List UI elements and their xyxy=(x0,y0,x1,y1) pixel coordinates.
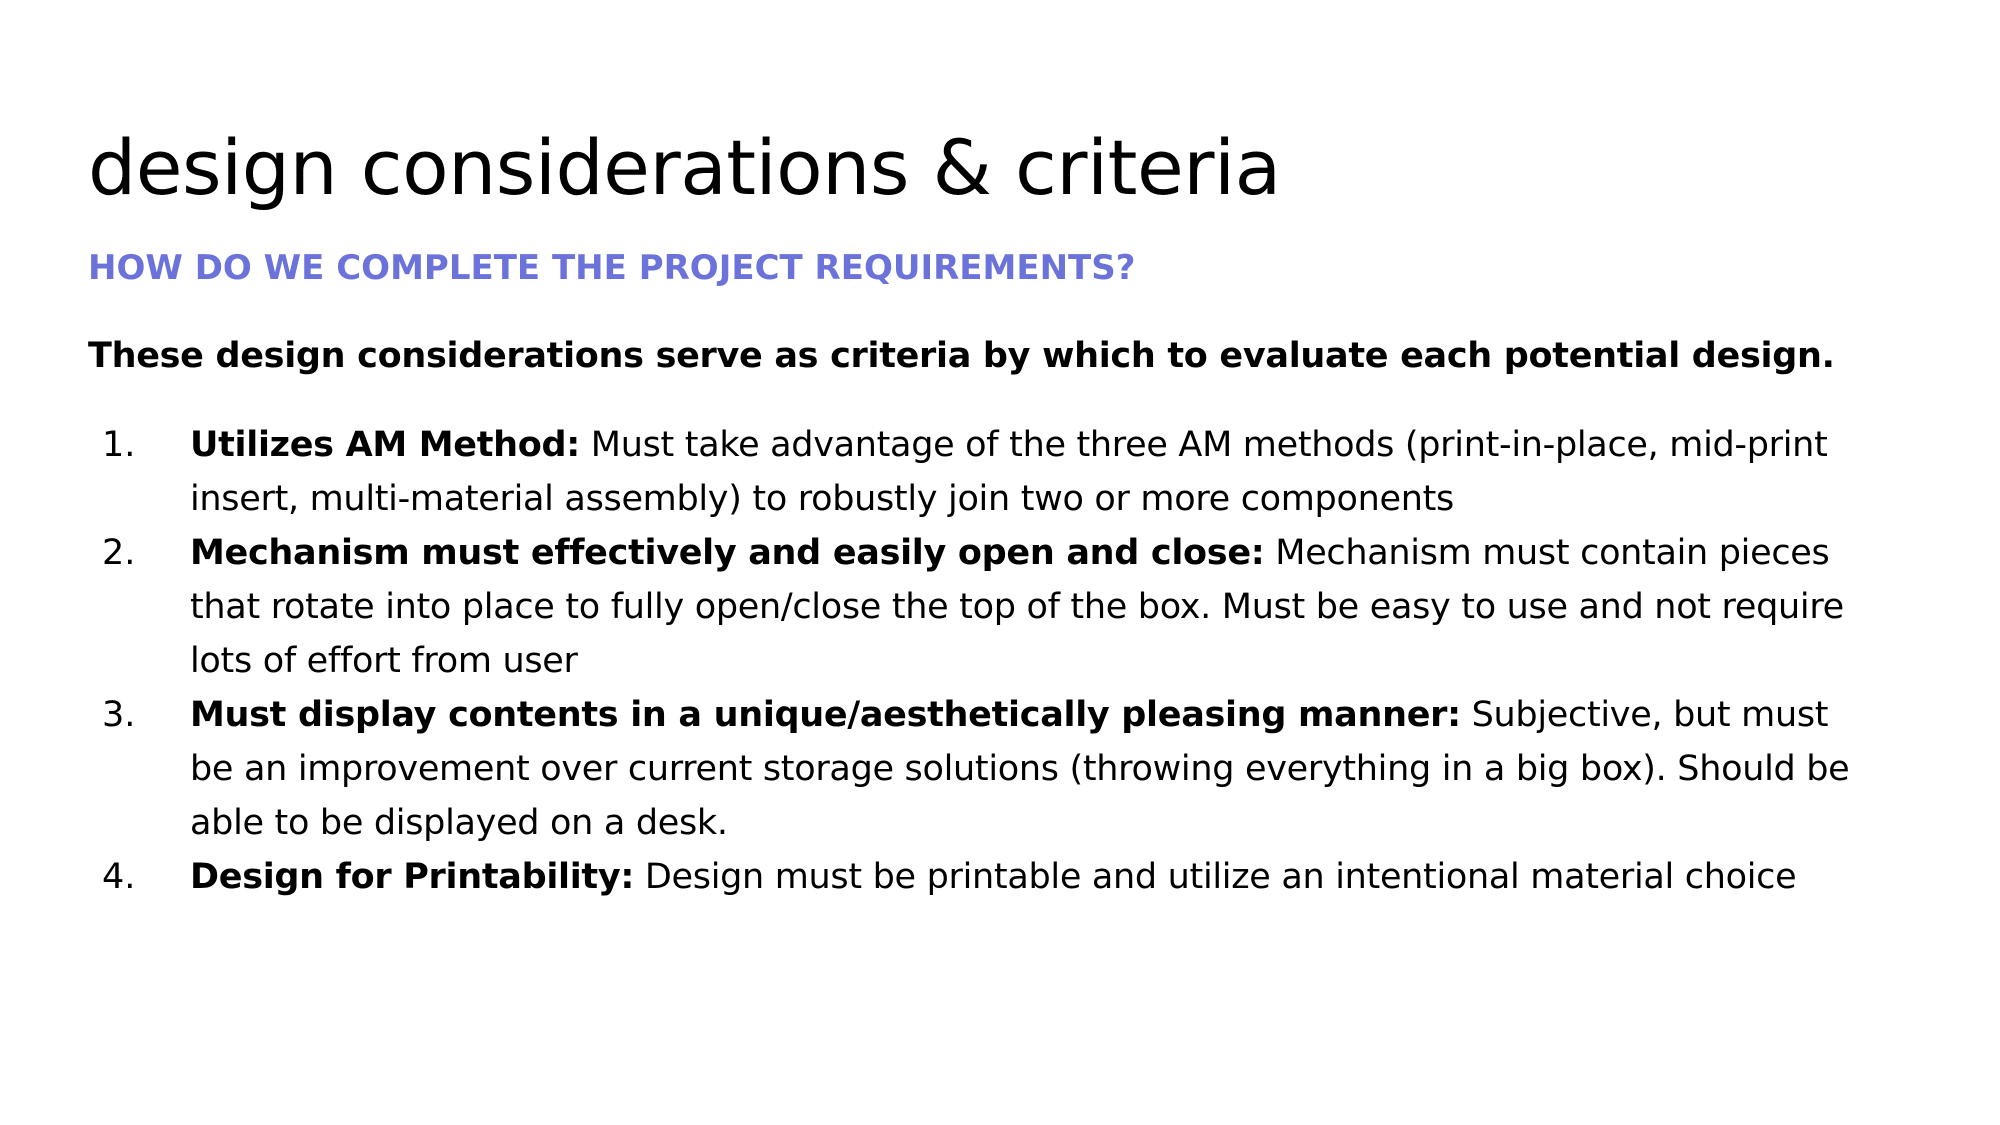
criteria-number: 1. xyxy=(102,425,136,465)
criteria-item xyxy=(88,850,1868,904)
slide-subtitle: HOW DO WE COMPLETE THE PROJECT REQUIREMENTS? xyxy=(88,248,1136,288)
criteria-label: Must display contents in a unique/aesthetically pleasing manner: xyxy=(190,695,1461,735)
slide-title: design considerations & criteria xyxy=(88,123,1281,212)
criteria-description: Subjective, but must be an improvement over current storage solutions (throwing everything in a big box). Should be able to be displayed on a desk. xyxy=(190,695,1850,843)
criteria-number: 4. xyxy=(102,857,136,897)
criteria-description: Mechanism must contain pieces that rotate into place to fully open/close the top of the box. Must be easy to use and not require lots of effort from user xyxy=(190,533,1844,681)
criteria-label: Utilizes AM Method: xyxy=(190,425,580,465)
criteria-description: Design must be printable and utilize an intentional material choice xyxy=(634,857,1797,897)
criteria-label: Design for Printability: xyxy=(190,857,635,897)
criteria-item xyxy=(88,688,1868,850)
criteria-item xyxy=(88,418,1868,526)
criteria-number: 2. xyxy=(102,533,136,573)
criteria-label: Mechanism must effectively and easily open and close: xyxy=(190,533,1265,573)
criteria-description: Must take advantage of the three AM methods (print-in-place, mid-print insert, multi-material assembly) to robustly join two or more components xyxy=(190,425,1828,519)
criteria-list xyxy=(88,418,1908,904)
intro-text: These design considerations serve as criteria by which to evaluate each potential design. xyxy=(88,336,1835,376)
criteria-item xyxy=(88,526,1868,688)
criteria-number: 3. xyxy=(102,695,136,735)
